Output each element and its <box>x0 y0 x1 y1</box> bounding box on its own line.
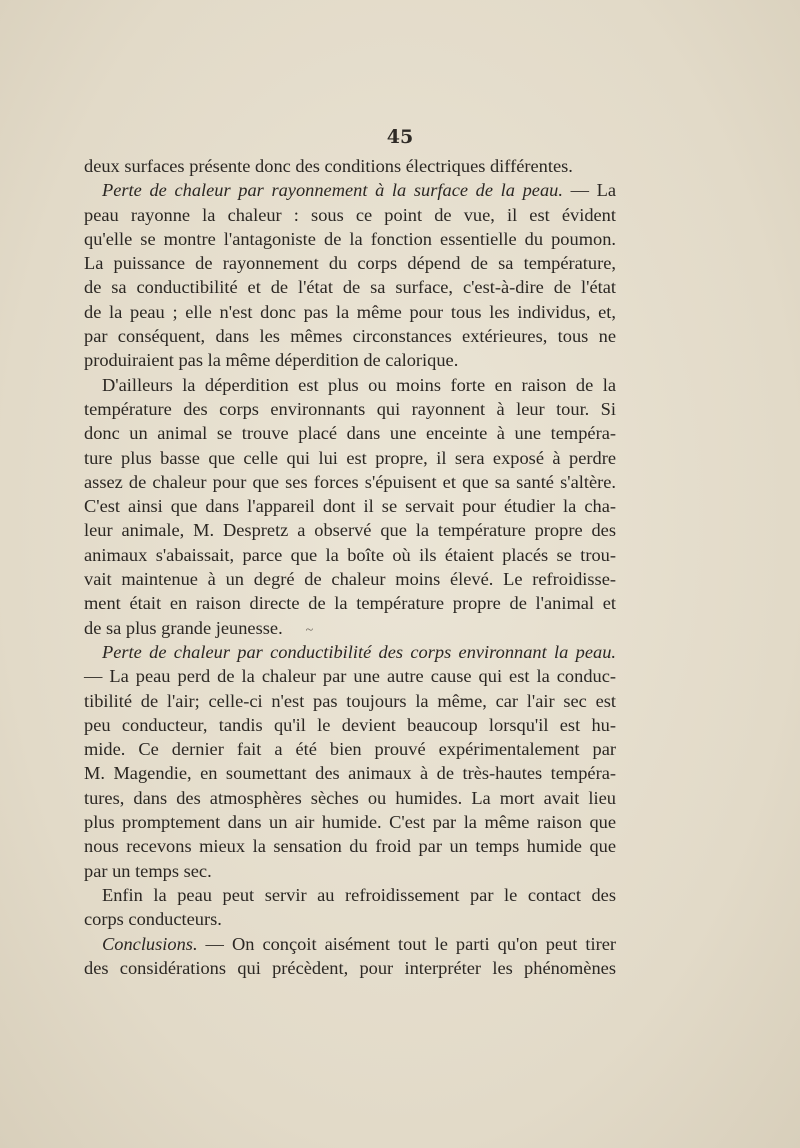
text-line: deux surfaces présente donc des conditions électriques différentes. <box>84 156 573 176</box>
text-line: leur animale, M. Despretz a observé que la température propre des <box>84 520 616 541</box>
text-line: donc un animal se trouve placé dans une enceinte à une tempéra- <box>84 423 616 444</box>
section-heading: Conclusions. <box>102 933 198 954</box>
text-line: animaux s'abaissait, parce que la boîte où ils étaient placés se trou- <box>84 544 616 565</box>
text-line: C'est ainsi que dans l'appareil dont il se servait pour étudier la cha- <box>84 496 616 517</box>
text-line: peau rayonne la chaleur : sous ce point de vue, il est évident <box>84 204 616 225</box>
text-line: La puissance de rayonnement du corps dépend de sa température, <box>84 253 616 274</box>
text-line: M. Magendie, en soumettant des animaux à de très-hautes tempéra- <box>84 763 616 784</box>
text-line: tures, dans des atmosphères sèches ou humides. La mort avait lieu <box>84 787 616 808</box>
text-line: mide. Ce dernier fait a été bien prouvé expérimentalement par <box>84 739 616 760</box>
text-line: nous recevons mieux la sensation du froid par un temps humide que <box>84 836 616 857</box>
text-line: plus promptement dans un air humide. C'est par la même raison que <box>84 812 616 833</box>
text-line: de sa plus grande jeunesse. ~ <box>84 617 314 638</box>
text-line: Perte de chaleur par rayonnement à la surface de la peau. — La <box>102 180 616 201</box>
text-line <box>84 640 616 664</box>
text-line: température des corps environnants qui rayonnent à leur tour. Si <box>84 398 616 419</box>
text-line: produiraient pas la même déperdition de calorique. <box>84 350 459 371</box>
page-number: 45 <box>386 126 414 148</box>
text-line: Conclusions. — On conçoit aisément tout le parti qu'on peut tirer <box>102 933 616 954</box>
text-line: de sa conductibilité et de l'état de sa surface, c'est-à-dire de l'état <box>84 277 616 298</box>
text-line: des considérations qui précèdent, pour interpréter les phénomènes <box>84 957 616 978</box>
text-line: peu conducteur, tandis qu'il le devient beaucoup lorsqu'il est hu- <box>84 714 616 735</box>
text-line: Enfin la peau peut servir au refroidissement par le contact des <box>102 884 616 905</box>
pencil-mark: ~ <box>305 622 314 638</box>
text-line: ment était en raison directe de la température propre de l'animal et <box>84 593 616 614</box>
text-line: ture plus basse que celle qui lui est propre, il sera exposé à perdre <box>84 447 616 468</box>
text-line: par conséquent, dans les mêmes circonstances extérieures, tous ne <box>84 326 616 347</box>
text-line: qu'elle se montre l'antagoniste de la fonction essentielle du poumon. <box>84 228 616 249</box>
section-heading: Perte de chaleur par conductibilité des corps environnant la peau. <box>102 641 616 662</box>
text-line: vait maintenue à un degré de chaleur moins élevé. Le refroidisse- <box>84 569 616 590</box>
section-heading: Perte de chaleur par rayonnement à la surface de la peau. <box>102 180 563 201</box>
text-line: tibilité de l'air; celle-ci n'est pas toujours la même, car l'air sec est <box>84 690 616 711</box>
text-line: corps conducteurs. <box>84 909 222 930</box>
text-line: de la peau ; elle n'est donc pas la même pour tous les individus, et, <box>84 301 616 322</box>
text-line: D'ailleurs la déperdition est plus ou moins forte en raison de la <box>102 374 616 395</box>
body-text <box>84 154 616 980</box>
text-line: par un temps sec. <box>84 860 212 881</box>
text-line: — La peau perd de la chaleur par une autre cause qui est la conduc- <box>84 666 616 687</box>
text-line: assez de chaleur pour que ses forces s'épuisent et que sa santé s'altère. <box>84 471 616 492</box>
